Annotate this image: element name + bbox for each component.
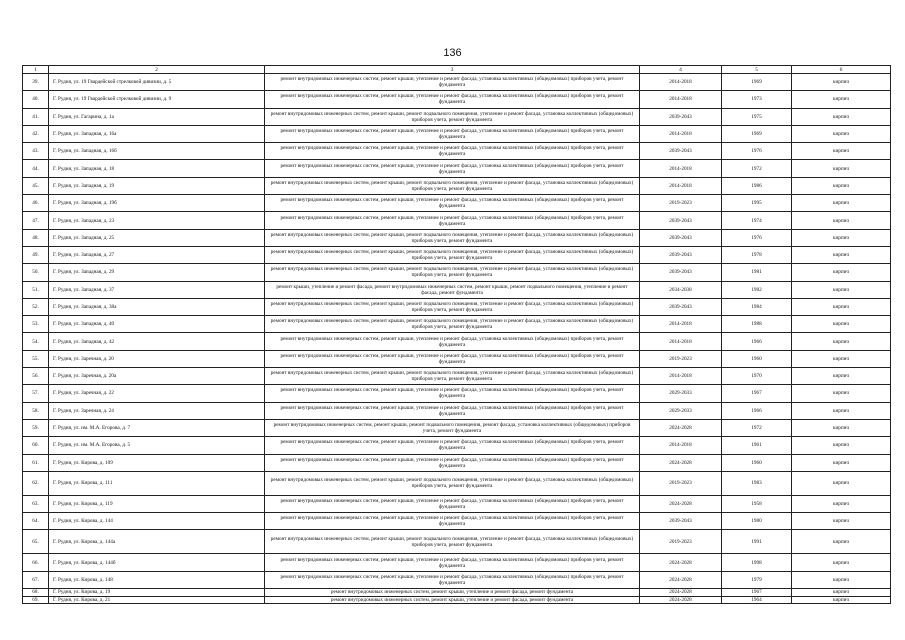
period-cell: 2024-2028 — [640, 495, 722, 512]
address-cell: Г. Рудня, ул. Западная, д. 27 — [49, 246, 265, 263]
period-cell: 2029-2033 — [640, 385, 722, 402]
table-row — [23, 246, 891, 263]
build-year-cell: 1967 — [722, 589, 792, 597]
address-cell: Г. Рудня, ул. Западная, д. 16б — [49, 143, 265, 160]
wall-material-cell: кирпич — [792, 298, 891, 315]
period-cell: 2034-2038 — [640, 281, 722, 298]
table-row — [23, 513, 891, 530]
works-cell: ремонт внутридомовых инженерных систем, ремонт крыши, утепление и ремонт фасада, установка коллективных (общедомовых) приборов учета, ремонт фундамента — [265, 350, 640, 367]
wall-material-cell: кирпич — [792, 212, 891, 229]
works-cell: ремонт внутридомовых инженерных систем, ремонт крыши, утепление и ремонт фасада, установка коллективных (общедомовых) приборов учета, ремонт фундамента — [265, 495, 640, 512]
build-year-cell: 1969 — [722, 74, 792, 91]
works-cell: ремонт внутридомовых инженерных систем, ремонт крыши, ремонт подвального помещения, утепление и ремонт фасада, установка коллективных (общедомовых) приборов учета, ремонт фундамента — [265, 298, 640, 315]
wall-material-cell: кирпич — [792, 368, 891, 385]
wall-material-cell: кирпич — [792, 316, 891, 333]
wall-material-cell: кирпич — [792, 513, 891, 530]
table-row — [23, 402, 891, 419]
build-year-cell: 1958 — [722, 495, 792, 512]
period-cell: 2024-2028 — [640, 454, 722, 471]
works-cell: ремонт внутридомовых инженерных систем, ремонт крыши, ремонт подвального помещения, утепление и ремонт фасада, установка коллективных (общедомовых) приборов учета, ремонт фундамента — [265, 316, 640, 333]
table-row — [23, 471, 891, 495]
row-number: 40. — [23, 91, 49, 108]
table-body — [23, 74, 891, 604]
table-row — [23, 108, 891, 125]
works-cell: ремонт внутридомовых инженерных систем, ремонт крыши, ремонт подвального помещения, ремонт фасада, установка коллективных (общедомовых) приборов учета, ремонт фундамента — [265, 419, 640, 436]
wall-material-cell: кирпич — [792, 554, 891, 571]
works-cell: ремонт внутридомовых инженерных систем, ремонт крыши, утепление и ремонт фасада, установка коллективных (общедомовых) приборов учета, ремонт фундамента — [265, 333, 640, 350]
header-col-5: 5 — [722, 66, 792, 74]
period-cell: 2019-2023 — [640, 350, 722, 367]
wall-material-cell: кирпич — [792, 229, 891, 246]
wall-material-cell: кирпич — [792, 454, 891, 471]
row-number: 67. — [23, 571, 49, 588]
build-year-cell: 1976 — [722, 143, 792, 160]
row-number: 42. — [23, 125, 49, 142]
build-year-cell: 1979 — [722, 571, 792, 588]
works-cell: ремонт внутридомовых инженерных систем, ремонт крыши, утепление и ремонт фасада, установка коллективных (общедомовых) приборов учета, ремонт фундамента — [265, 143, 640, 160]
build-year-cell: 1981 — [722, 264, 792, 281]
address-cell: Г. Рудня, ул. Кирова, д. 109 — [49, 454, 265, 471]
wall-material-cell: кирпич — [792, 530, 891, 554]
table-row — [23, 264, 891, 281]
address-cell: Г. Рудня, ул. Гагарина, д. 1а — [49, 108, 265, 125]
table-row — [23, 229, 891, 246]
address-cell: Г. Рудня, ул. им. М.А. Егорова, д. 7 — [49, 419, 265, 436]
works-cell: ремонт внутридомовых инженерных систем, ремонт крыши, ремонт подвального помещения, утепление и ремонт фасада, установка коллективных (общедомовых) приборов учета, ремонт фундамента — [265, 229, 640, 246]
build-year-cell: 1995 — [722, 195, 792, 212]
wall-material-cell: кирпич — [792, 177, 891, 194]
table-row — [23, 91, 891, 108]
row-number: 56. — [23, 368, 49, 385]
period-cell: 2019-2023 — [640, 195, 722, 212]
works-cell: ремонт внутридомовых инженерных систем, ремонт крыши, утепление и ремонт фасада, установка коллективных (общедомовых) приборов учета, ремонт фундамента — [265, 212, 640, 229]
address-cell: Г. Рудня, ул. Заречная, д. 24 — [49, 402, 265, 419]
works-cell: ремонт внутридомовых инженерных систем, ремонт крыши, утепление и ремонт фасада, ремонт фундамента — [265, 589, 640, 597]
row-number: 60. — [23, 437, 49, 454]
period-cell: 2039-2043 — [640, 298, 722, 315]
period-cell: 2024-2028 — [640, 419, 722, 436]
address-cell: Г. Рудня, ул. Заречная, д. 20 — [49, 350, 265, 367]
build-year-cell: 1960 — [722, 454, 792, 471]
works-cell: ремонт внутридомовых инженерных систем, ремонт крыши, ремонт подвального помещения, утепление и ремонт фасада, установка коллективных (общедомовых) приборов учета, ремонт фундамента — [265, 246, 640, 263]
row-number: 64. — [23, 513, 49, 530]
works-cell: ремонт внутридомовых инженерных систем, ремонт крыши, утепление и ремонт фасада, установка коллективных (общедомовых) приборов учета, ремонт фундамента — [265, 571, 640, 588]
wall-material-cell: кирпич — [792, 160, 891, 177]
build-year-cell: 1966 — [722, 333, 792, 350]
row-number: 62. — [23, 471, 49, 495]
build-year-cell: 1974 — [722, 212, 792, 229]
works-cell: ремонт внутридомовых инженерных систем, ремонт крыши, утепление и ремонт фасада, установка коллективных (общедомовых) приборов учета, ремонт фундамента — [265, 91, 640, 108]
header-col-6: 6 — [792, 66, 891, 74]
table-row — [23, 495, 891, 512]
header-row — [23, 66, 891, 74]
address-cell: Г. Рудня, ул. Кирова, д. 19 — [49, 589, 265, 597]
table-row — [23, 160, 891, 177]
address-cell: Г. Рудня, ул. Западная, д. 23 — [49, 212, 265, 229]
works-cell: ремонт внутридомовых инженерных систем, ремонт крыши, ремонт подвального помещения, утепление и ремонт фасада, установка коллективных (общедомовых) приборов учета, ремонт фундамента — [265, 530, 640, 554]
build-year-cell: 1978 — [722, 246, 792, 263]
period-cell: 2024-2028 — [640, 589, 722, 597]
address-cell: Г. Рудня, ул. Западная, д. 19 — [49, 177, 265, 194]
row-number: 65. — [23, 530, 49, 554]
header-col-3: 3 — [265, 66, 640, 74]
address-cell: Г. Рудня, ул. Кирова, д. 111 — [49, 471, 265, 495]
wall-material-cell: кирпич — [792, 589, 891, 597]
works-cell: ремонт внутридомовых инженерных систем, ремонт крыши, утепление и ремонт фасада, установка коллективных (общедомовых) приборов учета, ремонт фундамента — [265, 74, 640, 91]
period-cell: 2014-2018 — [640, 74, 722, 91]
build-year-cell: 1966 — [722, 402, 792, 419]
wall-material-cell: кирпич — [792, 471, 891, 495]
build-year-cell: 1964 — [722, 596, 792, 604]
table-row — [23, 589, 891, 597]
wall-material-cell: кирпич — [792, 125, 891, 142]
row-number: 58. — [23, 402, 49, 419]
address-cell: Г. Рудня, ул. 19 Гвардейской стрелковой дивизии, д. 9 — [49, 91, 265, 108]
build-year-cell: 1972 — [722, 160, 792, 177]
build-year-cell: 1960 — [722, 350, 792, 367]
address-cell: Г. Рудня, ул. Западная, д. 40 — [49, 316, 265, 333]
row-number: 61. — [23, 454, 49, 471]
table-row — [23, 195, 891, 212]
address-cell: Г. Рудня, ул. Кирова, д. 144а — [49, 530, 265, 554]
address-cell: Г. Рудня, ул. Западная, д. 37 — [49, 281, 265, 298]
table-row — [23, 125, 891, 142]
period-cell: 2014-2018 — [640, 125, 722, 142]
period-cell: 2019-2023 — [640, 471, 722, 495]
wall-material-cell: кирпич — [792, 333, 891, 350]
works-cell: ремонт внутридомовых инженерных систем, ремонт крыши, утепление и ремонт фасада, установка коллективных (общедомовых) приборов учета, ремонт фундамента — [265, 402, 640, 419]
table-row — [23, 350, 891, 367]
housing-repair-table — [22, 65, 891, 604]
wall-material-cell: кирпич — [792, 419, 891, 436]
row-number: 55. — [23, 350, 49, 367]
row-number: 68. — [23, 589, 49, 597]
period-cell: 2039-2043 — [640, 513, 722, 530]
row-number: 46. — [23, 195, 49, 212]
period-cell: 2029-2033 — [640, 402, 722, 419]
table-row — [23, 419, 891, 436]
address-cell: Г. Рудня, ул. Западная, д. 19б — [49, 195, 265, 212]
table-row — [23, 143, 891, 160]
wall-material-cell: кирпич — [792, 402, 891, 419]
build-year-cell: 1988 — [722, 316, 792, 333]
table-row — [23, 530, 891, 554]
header-col-2: 2 — [49, 66, 265, 74]
period-cell: 2039-2043 — [640, 246, 722, 263]
build-year-cell: 1969 — [722, 125, 792, 142]
build-year-cell: 1976 — [722, 229, 792, 246]
wall-material-cell: кирпич — [792, 350, 891, 367]
works-cell: ремонт внутридомовых инженерных систем, ремонт крыши, утепление и ремонт фасада, ремонт фундамента — [265, 596, 640, 604]
period-cell: 2024-2028 — [640, 596, 722, 604]
build-year-cell: 1970 — [722, 368, 792, 385]
period-cell: 2014-2018 — [640, 177, 722, 194]
header-col-4: 4 — [640, 66, 722, 74]
period-cell: 2039-2043 — [640, 264, 722, 281]
row-number: 47. — [23, 212, 49, 229]
address-cell: Г. Рудня, ул. Заречная, д. 22 — [49, 385, 265, 402]
wall-material-cell: кирпич — [792, 437, 891, 454]
table-row — [23, 437, 891, 454]
wall-material-cell: кирпич — [792, 495, 891, 512]
period-cell: 2024-2028 — [640, 554, 722, 571]
period-cell: 2039-2043 — [640, 229, 722, 246]
wall-material-cell: кирпич — [792, 246, 891, 263]
row-number: 69. — [23, 596, 49, 604]
wall-material-cell: кирпич — [792, 385, 891, 402]
build-year-cell: 1986 — [722, 177, 792, 194]
wall-material-cell: кирпич — [792, 195, 891, 212]
build-year-cell: 1991 — [722, 530, 792, 554]
table-row — [23, 74, 891, 91]
works-cell: ремонт внутридомовых инженерных систем, ремонт крыши, ремонт подвального помещения, утепление и ремонт фасада, установка коллективных (общедомовых) приборов учета, ремонт фундамента — [265, 264, 640, 281]
row-number: 59. — [23, 419, 49, 436]
works-cell: ремонт внутридомовых инженерных систем, ремонт крыши, ремонт подвального помещения, утепление и ремонт фасада, установка коллективных (общедомовых) приборов учета, ремонт фундамента — [265, 368, 640, 385]
table-row — [23, 368, 891, 385]
row-number: 66. — [23, 554, 49, 571]
table-row — [23, 316, 891, 333]
housing-repair-table-container — [22, 65, 890, 604]
address-cell: Г. Рудня, ул. Кирова, д. 119 — [49, 495, 265, 512]
row-number: 54. — [23, 333, 49, 350]
table-row — [23, 571, 891, 588]
wall-material-cell: кирпич — [792, 281, 891, 298]
period-cell: 2024-2028 — [640, 571, 722, 588]
wall-material-cell: кирпич — [792, 264, 891, 281]
build-year-cell: 1984 — [722, 298, 792, 315]
address-cell: Г. Рудня, ул. Западная, д. 18 — [49, 160, 265, 177]
row-number: 49. — [23, 246, 49, 263]
period-cell: 2014-2018 — [640, 333, 722, 350]
table-row — [23, 554, 891, 571]
table-row — [23, 298, 891, 315]
build-year-cell: 1973 — [722, 91, 792, 108]
table-row — [23, 177, 891, 194]
period-cell: 2039-2043 — [640, 212, 722, 229]
table-row — [23, 281, 891, 298]
build-year-cell: 1975 — [722, 108, 792, 125]
works-cell: ремонт внутридомовых инженерных систем, ремонт крыши, утепление и ремонт фасада, установка коллективных (общедомовых) приборов учета, ремонт фундамента — [265, 554, 640, 571]
address-cell: Г. Рудня, ул. Кирова, д. 21 — [49, 596, 265, 604]
build-year-cell: 1972 — [722, 419, 792, 436]
address-cell: Г. Рудня, ул. Кирова, д. 148 — [49, 571, 265, 588]
build-year-cell: 1967 — [722, 385, 792, 402]
row-number: 44. — [23, 160, 49, 177]
period-cell: 2014-2018 — [640, 437, 722, 454]
row-number: 63. — [23, 495, 49, 512]
header-col-1: 1 — [23, 66, 49, 74]
table-row — [23, 385, 891, 402]
period-cell: 2019-2023 — [640, 530, 722, 554]
period-cell: 2014-2018 — [640, 91, 722, 108]
period-cell: 2039-2043 — [640, 108, 722, 125]
row-number: 43. — [23, 143, 49, 160]
works-cell: ремонт внутридомовых инженерных систем, ремонт крыши, ремонт подвального помещения, утепление и ремонт фасада, установка коллективных (общедомовых) приборов учета, ремонт фундамента — [265, 471, 640, 495]
table-row — [23, 454, 891, 471]
row-number: 52. — [23, 298, 49, 315]
row-number: 41. — [23, 108, 49, 125]
works-cell: ремонт внутридомовых инженерных систем, ремонт крыши, утепление и ремонт фасада, установка коллективных (общедомовых) приборов учета, ремонт фундамента — [265, 195, 640, 212]
row-number: 51. — [23, 281, 49, 298]
wall-material-cell: кирпич — [792, 108, 891, 125]
row-number: 45. — [23, 177, 49, 194]
wall-material-cell: кирпич — [792, 91, 891, 108]
row-number: 50. — [23, 264, 49, 281]
period-cell: 2014-2018 — [640, 160, 722, 177]
works-cell: ремонт внутридомовых инженерных систем, ремонт крыши, утепление и ремонт фасада, установка коллективных (общедомовых) приборов учета, ремонт фундамента — [265, 160, 640, 177]
address-cell: Г. Рудня, ул. Заречная, д. 20а — [49, 368, 265, 385]
build-year-cell: 1961 — [722, 437, 792, 454]
works-cell: ремонт крыши, утепление и ремонт фасада, ремонт внутридомовых инженерных систем, ремонт крыши, ремонт подвального помещения, утепление и ремонт фасада, ремонт фундамента — [265, 281, 640, 298]
table-row — [23, 333, 891, 350]
build-year-cell: 1980 — [722, 513, 792, 530]
address-cell: Г. Рудня, ул. Кирова, д. 144б — [49, 554, 265, 571]
table-row — [23, 596, 891, 604]
row-number: 39. — [23, 74, 49, 91]
row-number: 48. — [23, 229, 49, 246]
row-number: 57. — [23, 385, 49, 402]
page-number: 136 — [443, 47, 462, 59]
address-cell: Г. Рудня, ул. Западная, д. 25 — [49, 229, 265, 246]
wall-material-cell: кирпич — [792, 74, 891, 91]
works-cell: ремонт внутридомовых инженерных систем, ремонт крыши, утепление и ремонт фасада, установка коллективных (общедомовых) приборов учета, ремонт фундамента — [265, 125, 640, 142]
build-year-cell: 1983 — [722, 471, 792, 495]
build-year-cell: 1982 — [722, 281, 792, 298]
address-cell: Г. Рудня, ул. Западная, д. 42 — [49, 333, 265, 350]
period-cell: 2014-2018 — [640, 316, 722, 333]
works-cell: ремонт внутридомовых инженерных систем, ремонт крыши, утепление и ремонт фасада, установка коллективных (общедомовых) приборов учета, ремонт фундамента — [265, 437, 640, 454]
wall-material-cell: кирпич — [792, 571, 891, 588]
table-row — [23, 212, 891, 229]
row-number: 53. — [23, 316, 49, 333]
address-cell: Г. Рудня, ул. Западная, д. 16а — [49, 125, 265, 142]
works-cell: ремонт внутридомовых инженерных систем, ремонт крыши, утепление и ремонт фасада, установка коллективных (общедомовых) приборов учета, ремонт фундамента — [265, 385, 640, 402]
address-cell: Г. Рудня, ул. Западная, д. 29 — [49, 264, 265, 281]
works-cell: ремонт внутридомовых инженерных систем, ремонт крыши, утепление и ремонт фасада, установка коллективных (общедомовых) приборов учета, ремонт фундамента — [265, 513, 640, 530]
period-cell: 2039-2043 — [640, 143, 722, 160]
address-cell: Г. Рудня, ул. 19 Гвардейской стрелковой дивизии, д. 5 — [49, 74, 265, 91]
build-year-cell: 1998 — [722, 554, 792, 571]
period-cell: 2014-2018 — [640, 368, 722, 385]
works-cell: ремонт внутридомовых инженерных систем, ремонт крыши, утепление и ремонт фасада, установка коллективных (общедомовых) приборов учета, ремонт фундамента — [265, 454, 640, 471]
wall-material-cell: кирпич — [792, 596, 891, 604]
works-cell: ремонт внутридомовых инженерных систем, ремонт крыши, ремонт подвального помещения, утепление и ремонт фасада, установка коллективных (общедомовых) приборов учета, ремонт фундамента — [265, 108, 640, 125]
works-cell: ремонт внутридомовых инженерных систем, ремонт крыши, ремонт подвального помещения, утепление и ремонт фасада, установка коллективных (общедомовых) приборов учета, ремонт фундамента — [265, 177, 640, 194]
address-cell: Г. Рудня, ул. им. М.А. Егорова, д. 5 — [49, 437, 265, 454]
address-cell: Г. Рудня, ул. Западная, д. 38а — [49, 298, 265, 315]
wall-material-cell: кирпич — [792, 143, 891, 160]
address-cell: Г. Рудня, ул. Кирова, д. 144 — [49, 513, 265, 530]
